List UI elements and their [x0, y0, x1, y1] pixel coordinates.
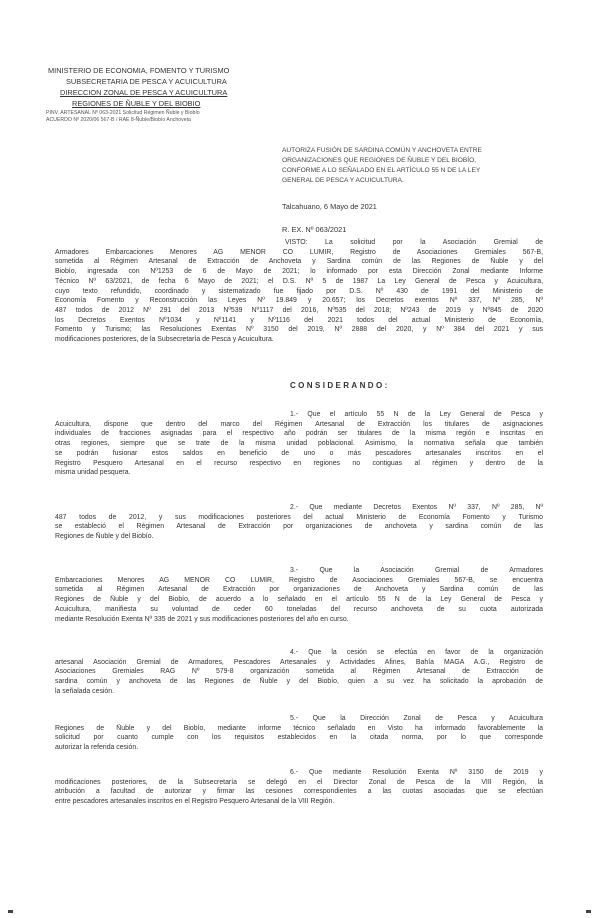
paragraph-line: 5.- Que la Dirección Zonal de Pesca y Acuicultura [290, 715, 543, 722]
paragraph-line: 3.- Que la Asociación Gremial de Armadores [290, 567, 543, 574]
subject-line-1: AUTORIZA FUSIÓN DE SARDINA COMÚN Y ANCHOVETA ENTRE [282, 147, 482, 154]
considerando-2 [55, 503, 543, 542]
ministry-name: MINISTERIO DE ECONOMIA, FOMENTO Y TURISMO [48, 66, 230, 75]
date-line: Talcahuano, 6 Mayo de 2021 [282, 202, 377, 211]
paragraph-line: Embarcaciones Menores AG MENOR CO LUMIR, Registro de Asociaciones Gremiales 567-B, se encuentra [55, 576, 543, 584]
paragraph-line: Regiones de Ñuble y del Biobío. [55, 533, 154, 541]
visto-line: Armadores Embarcaciones Menores AG MENOR CO LUMIR, Registro de Asociaciones Gremiales 567-B, [55, 248, 543, 256]
paragraph-line: artesanal Asociación Gremial de Armadores, Pescadores Artesanales y Actividades Afines, Bahía MAGA A.G., Registro de [55, 658, 543, 666]
resolution-number: R. EX. Nº 063/2021 [282, 225, 347, 234]
paragraph-line: autorizar la referida cesión. [55, 744, 139, 752]
visto-line: sometida al Régimen Artesanal de Extracción de Anchoveta y Sardina común de las Regiones de Ñuble y del [55, 258, 543, 266]
considerando-1 [55, 410, 543, 478]
paragraph-line: otras regiones, siempre que se trate de la misma unidad poblacional. Asimismo, la normativa señala que también [55, 440, 543, 448]
scan-mark [586, 910, 591, 913]
reference-line-1: PINV. ARTESANAL Nº 063-2021 Solicitud Régimen Ñuble y Biobío [46, 110, 200, 116]
subject-line-2: ORGANIZACIONES QUE REGIONES DE ÑUBLE Y DEL BIOBÍO, [282, 157, 477, 164]
paragraph-line: se estableció el Régimen Artesanal de Extracción por organizaciones de anchoveta y sardina común de las [55, 523, 543, 531]
direccion-zonal-name: DIRECCION ZONAL DE PESCA Y ACUICULTURA [60, 88, 228, 97]
visto-line: Técnico Nº 63/2021, de fecha 6 Mayo de 2021; el D.S. Nº 5 de 1987 La Ley General de Pesca y Acuicultura, [55, 277, 543, 285]
paragraph-line: 2.- Que mediante Decretos Exentos Nº 337, Nº 285, Nº [290, 504, 543, 511]
subject-line-3: CONFORME A LO SEÑALADO EN EL ARTÍCULO 55 N DE LA LEY [282, 167, 481, 174]
paragraph-line: Regiones de Ñuble y del Biobío, mediante informe técnico señalado en Visto ha informado favorablemente la [55, 724, 543, 732]
visto-line: Fomento y Turismo; las Resoluciones Exentas Nº 3150 del 2019, Nº 2888 del 2020, y Nº 384 del 2021 y sus [55, 326, 543, 334]
paragraph-line: 6.- Que mediante Resolución Exenta Nº 3150 de 2019 y [290, 769, 543, 776]
visto-line: Economía Fomento y Reconstrucción las Leyes Nº 19.849 y 20.657; los Decretos exentos Nº 337, Nº 285, Nº [55, 297, 543, 305]
paragraph-line: Asociaciones Gremiales RAG Nº 579-8 organización sometida al Régimen Artesanal de Extracción de [55, 668, 543, 676]
paragraph-line: individuales de fracciones asignadas para el respectivo año podrán ser titulares de la misma región e inscritas en [55, 430, 543, 438]
reference-line-2: ACUERDO Nº 2020/06 567-B / RAE 8-Ñuble/Biobío Anchoveta [46, 117, 191, 123]
visto-line: los Decretos Exentos Nº1034 y Nº1141 y Nº1116 del 2021 todos del actual Ministerio de Economía, [55, 316, 543, 324]
paragraph-line: se podrán fusionar estos saldos en beneficio de uno o más pescadores artesanales inscritos en el [55, 449, 543, 457]
considerando-5 [55, 714, 543, 753]
visto-line: VISTO: La solicitud por la Asociación Gremial de [285, 239, 543, 246]
visto-line: modificaciones posteriores, de la Subsecretaría de Pesca y Acuicultura. [55, 336, 274, 344]
paragraph-line: Acuicultura, manifiesta su voluntad de ceder 60 toneladas del recurso anchoveta de su cuota autorizada [55, 605, 543, 613]
regiones-name: REGIONES DE ÑUBLE Y DEL BIOBIO [72, 99, 201, 108]
paragraph-line: misma unidad pesquera. [55, 469, 131, 477]
considerando-3 [55, 566, 543, 624]
paragraph-line: 487 todos de 2012, y sus modificaciones posteriores del actual Ministerio de Economía Fomento y Turismo [55, 513, 543, 521]
scan-mark [8, 910, 13, 913]
paragraph-line: entre pescadores artesanales inscritos en el Registro Pesquero Artesanal de la VIII Región. [55, 798, 335, 806]
paragraph-line: Regiones de Ñuble y del Biobío, de acuerdo a lo señalado en el artículo 55 N de la Ley General de Pesca y [55, 596, 543, 604]
visto-line: cuyo texto refundido, coordinado y sistematizado fue fijado por D.S. Nº 430 de 1991 del Ministerio de [55, 287, 543, 295]
paragraph-line: la señalada cesión. [55, 687, 114, 695]
paragraph-line: solicitud por cuanto cumple con los requisitos establecidos en la citada norma, por lo que corresponde [55, 734, 543, 742]
paragraph-line: Registro Pesquero Artesanal en el recurso respectivo en regiones no contiguas al régimen y dentro de la [55, 459, 543, 467]
paragraph-line: Acuicultura, dispone que dentro del marco del Régimen Artesanal de Extracción los titulares de asignaciones [55, 420, 543, 428]
visto-line: 487 todos de 2012 Nº 291 del 2013 Nº539 Nº1117 del 2016, Nº535 del 2018; Nº243 de 2019 y Nº845 de 2020 [55, 306, 543, 314]
paragraph-line: 1.- Que el artículo 55 N de la Ley General de Pesca y [290, 411, 543, 418]
subject-line-4: GENERAL DE PESCA Y ACUICULTURA. [282, 177, 404, 184]
paragraph-line: 4.- Que la cesión se efectúa en favor de la organización [290, 649, 543, 656]
subsecretaria-name: SUBSECRETARIA DE PESCA Y ACUICULTURA [66, 77, 227, 86]
paragraph-line: sardina común y anchoveta de las Regiones de Ñuble y del Biobío, quien a su vez ha solicitado la aprobación de [55, 678, 543, 686]
considerando-4 [55, 648, 543, 697]
considerando-heading: CONSIDERANDO: [290, 381, 390, 390]
paragraph-line: modificaciones posteriores, de la Subsecretaría se delegó en el Director Zonal de Pesca de la VIII Región, la [55, 778, 543, 786]
paragraph-line: sometida al Régimen Artesanal de Extracción por organizaciones de Anchoveta y Sardina común de las [55, 586, 543, 594]
considerando-6 [55, 768, 543, 807]
paragraph-line: atribución a facultad de autorizar y firmar las cesiones correspondientes a las cuotas asociadas que se efectúan [55, 788, 543, 796]
visto-line: Biobío, ingresada con Nº1253 de 6 de Mayo de 2021; lo informado por esta Dirección Zonal mediante Informe [55, 268, 543, 276]
paragraph-line: mediante Resolución Exenta Nº 335 de 2021 y sus modificaciones posteriores del año en curso. [55, 615, 349, 623]
visto-paragraph [55, 238, 543, 345]
